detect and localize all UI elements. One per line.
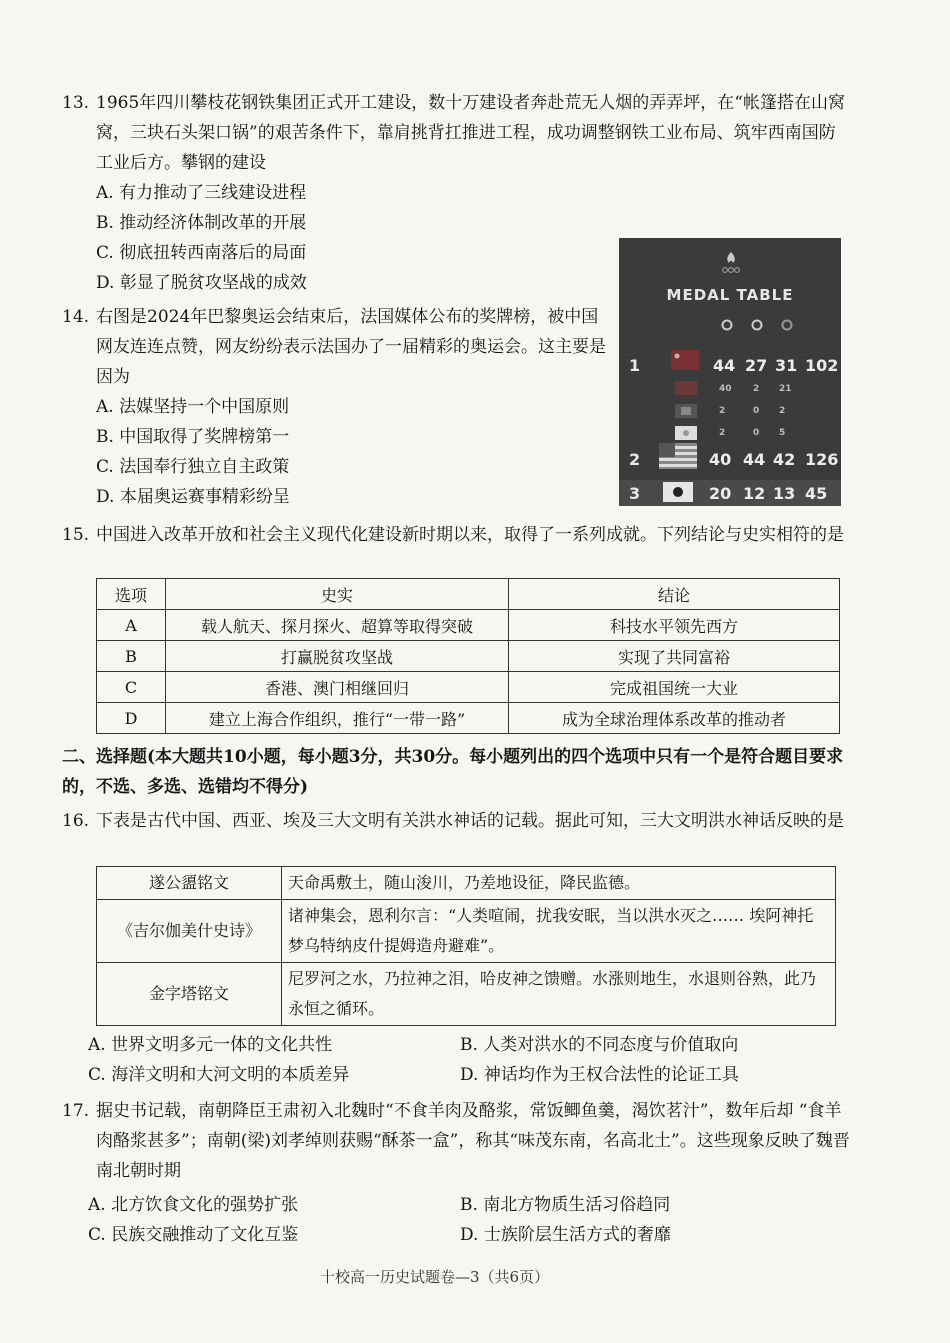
table-row: 金字塔铭文 尼罗河之水，乃拉神之泪，哈皮神之馈赠。水涨则地生，水退则谷熟，此乃永恒之循环。 — [97, 963, 836, 1026]
option-d: D. 彰显了脱贫攻坚战的成效 — [96, 273, 307, 293]
option-a: A. 法媒坚持一个中国原则 — [96, 397, 290, 417]
japan-flag-icon — [663, 482, 693, 502]
option-b: B. 人类对洪水的不同态度与价值取向 — [460, 1035, 739, 1055]
china-flag-icon — [671, 350, 699, 370]
option-a: A. 北方饮食文化的强势扩张 — [88, 1195, 299, 1215]
question-stem: 下表是古代中国、西亚、埃及三大文明有关洪水神话的记载。据此可知，三大文明洪水神话反映的是 — [96, 811, 844, 831]
question-number: 14. — [62, 307, 90, 327]
table-row: C 香港、澳门相继回归 完成祖国统一大业 — [97, 672, 840, 703]
option-b: B. 推动经济体制改革的开展 — [96, 213, 307, 233]
option-d: D. 士族阶层生活方式的奢靡 — [460, 1225, 671, 1245]
question-16 — [62, 806, 852, 836]
flag-icon — [675, 426, 697, 440]
option-b: B. 南北方物质生活习俗趋同 — [460, 1195, 671, 1215]
q16-table — [96, 866, 836, 1026]
question-17 — [62, 1096, 852, 1250]
question-14 — [62, 302, 607, 512]
table-row: 《吉尔伽美什史诗》 诸神集会，恩利尔言：“人类喧闹，扰我安眠，当以洪水灭之…… 埃阿神托梦乌特纳皮什提姆造舟避难”。 — [97, 900, 836, 963]
option-a: A. 世界文明多元一体的文化共性 — [88, 1035, 333, 1055]
page-footer: 十校高一历史试题卷—3（共6页） — [320, 1268, 550, 1286]
option-c: C. 法国奉行独立自主政策 — [96, 457, 290, 477]
table-row: B 打赢脱贫攻坚战 实现了共同富裕 — [97, 641, 840, 672]
question-stem: 右图是2024年巴黎奥运会结束后，法国媒体公布的奖牌榜，被中国网友连连点赞，网友纷纷表示法国办了一届精彩的奥运会。这主要是因为 — [96, 307, 606, 387]
option-c: C. 彻底扭转西南落后的局面 — [96, 243, 307, 263]
rank-label: 2 — [629, 450, 641, 469]
option-c: C. 民族交融推动了文化互鉴 — [88, 1225, 299, 1245]
table-row: A 载人航天、探月探火、超算等取得突破 科技水平领先西方 — [97, 610, 840, 641]
option-d: D. 神话均作为王权合法性的论证工具 — [460, 1065, 739, 1085]
question-number: 15. — [62, 525, 90, 545]
flag-icon — [675, 381, 697, 395]
option-c: C. 海洋文明和大河文明的本质差异 — [88, 1065, 350, 1085]
table-row: D 建立上海合作组织，推行“一带一路” 成为全球治理体系改革的推动者 — [97, 703, 840, 734]
option-a: A. 有力推动了三线建设进程 — [96, 183, 307, 203]
question-stem: 中国进入改革开放和社会主义现代化建设新时期以来，取得了一系列成就。下列结论与史实相符的是 — [96, 525, 844, 545]
medal-table-image: MEDAL TABLE 1 44 27 31 102 40 2 21 2 0 2 2 0 5 2 40 44 42 126 3 20 12 13 45 — [619, 238, 841, 506]
medal-column-icons — [717, 318, 797, 332]
table-header-row: 选项 史实 结论 — [97, 579, 840, 610]
question-number: 17. — [62, 1101, 90, 1121]
question-15 — [62, 520, 852, 550]
table-row: 遂公盨铭文 天命禹敷土，随山浚川，乃差地设征，降民监德。 — [97, 867, 836, 900]
flag-icon — [675, 404, 697, 418]
question-stem: 据史书记载，南朝降臣王肃初入北魏时“不食羊肉及酪浆，常饭鲫鱼羹，渴饮茗汁”，数年后却 “食羊肉酪浆甚多”；南朝(梁)刘孝绰则获赐“酥茶一盒”，称其“味茂东南，名高北土”。这些现象反映了魏晋南北朝时期 — [96, 1101, 850, 1181]
option-d: D. 本届奥运赛事精彩纷呈 — [96, 487, 290, 507]
question-stem: 1965年四川攀枝花钢铁集团正式开工建设，数十万建设者奔赴荒无人烟的弄弄坪，在“帐篷搭在山窝窝，三块石头架口锅”的艰苦条件下，靠肩挑背扛推进工程，成功调整钢铁工业布局、筑牢西南国防工业后方。攀钢的建设 — [96, 93, 845, 173]
option-b: B. 中国取得了奖牌榜第一 — [96, 427, 290, 447]
question-16-options — [62, 1030, 852, 1090]
rank-label: 3 — [629, 484, 641, 503]
question-number: 16. — [62, 811, 90, 831]
section-heading: 二、选择题(本大题共10小题，每小题3分，共30分。每小题列出的四个选项中只有一个是符合题目要求的，不选、多选、选错均不得分) — [62, 747, 844, 797]
question-number: 13. — [62, 93, 90, 113]
q15-table — [96, 578, 840, 734]
usa-flag-icon — [659, 443, 697, 469]
medal-table-title: MEDAL TABLE — [666, 286, 794, 304]
rank-label: 1 — [629, 356, 641, 375]
paris-2024-logo-icon — [721, 250, 741, 276]
